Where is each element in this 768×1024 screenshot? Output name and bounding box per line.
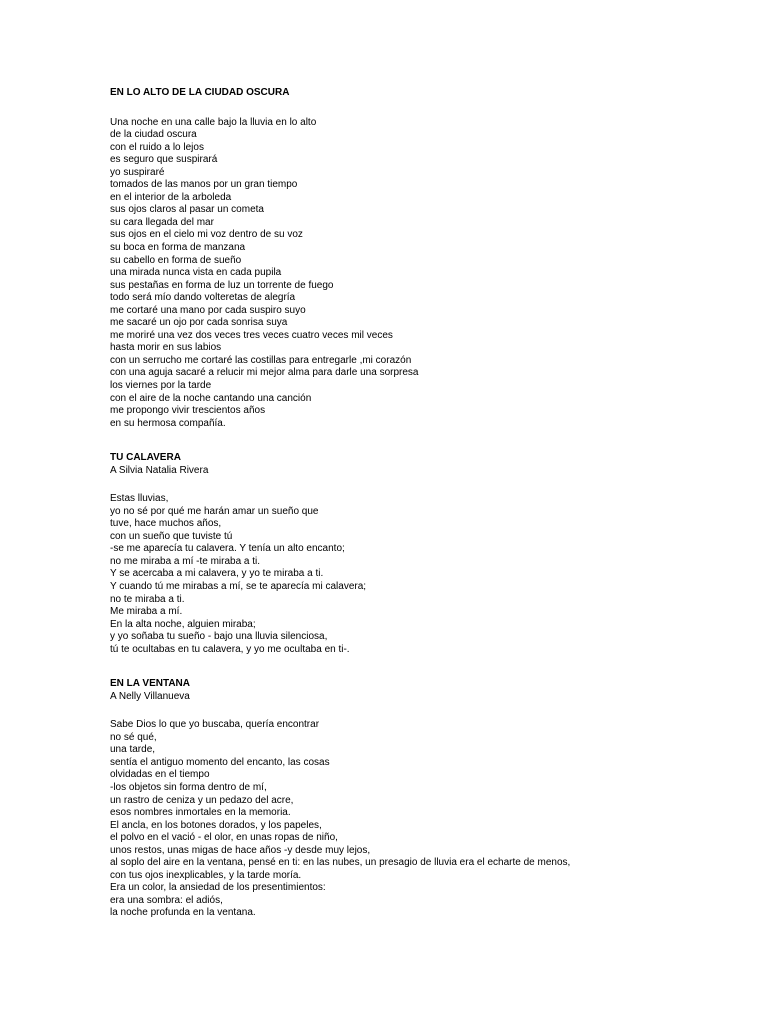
- poem-line: yo suspiraré: [110, 166, 165, 178]
- poem-line: en su hermosa compañía.: [110, 417, 226, 429]
- poem-line: sus ojos claros al pasar un cometa: [110, 204, 264, 216]
- poem-line: -se me aparecía tu calavera. Y tenía un alto encanto;: [110, 543, 345, 555]
- poem-dedication: A Nelly Villanueva: [110, 690, 190, 702]
- poem-line: me propongo vivir trescientos años: [110, 405, 266, 417]
- poem-line: esos nombres inmortales en la memoria.: [110, 807, 291, 819]
- poem-line: los viernes por la tarde: [110, 379, 212, 391]
- poem-line: El ancla, en los botones dorados, y los papeles,: [110, 819, 322, 831]
- poem-line: tomados de las manos por un gran tiempo: [110, 179, 298, 191]
- poem-lines: [110, 117, 750, 431]
- poem-line: sus pestañas en forma de luz un torrente de fuego: [110, 279, 334, 291]
- poem-line: el polvo en el vació - el olor, en unas ropas de niño,: [110, 832, 338, 844]
- poem-line: olvidadas en el tiempo: [110, 769, 210, 781]
- poem-line: Y se acercaba a mi calavera, y yo te miraba a ti.: [110, 568, 324, 580]
- poem-line: con tus ojos inexplicables, y la tarde moría.: [110, 869, 302, 881]
- poem-line: En la alta noche, alguien miraba;: [110, 618, 256, 630]
- poem-line: Estas lluvias,: [110, 493, 169, 505]
- poem-line: al soplo del aire en la ventana, pensé en ti: en las nubes, un presagio de lluvia era el echarte de menos,: [110, 857, 571, 869]
- poem-dedication: A Silvia Natalia Rivera: [110, 464, 209, 476]
- poem-line: Una noche en una calle bajo la lluvia en lo alto: [110, 116, 317, 128]
- poem-line: Me miraba a mí.: [110, 606, 183, 618]
- poem-line: unos restos, unas migas de hace años -y desde muy lejos,: [110, 844, 371, 856]
- poem-line: Sabe Dios lo que yo buscaba, quería encontrar: [110, 719, 320, 731]
- poem-line: me cortaré una mano por cada suspiro suyo: [110, 304, 306, 316]
- poem-line: todo será mío dando volteretas de alegría: [110, 292, 296, 304]
- poem-line: me sacaré un ojo por cada sonrisa suya: [110, 317, 288, 329]
- poem-section: [110, 678, 750, 920]
- poem-line: una tarde,: [110, 744, 156, 756]
- poem-line: era una sombra: el adiós,: [110, 894, 223, 906]
- poem-line: con un serrucho me cortaré las costillas para entregarle ,mi corazón: [110, 354, 412, 366]
- poem-line: no me miraba a mí -te miraba a ti.: [110, 555, 261, 567]
- poem-line: una mirada nunca vista en cada pupila: [110, 267, 282, 279]
- poem-title: EN LO ALTO DE LA CIUDAD OSCURA: [110, 87, 290, 98]
- poem-line: sentía el antiguo momento del encanto, las cosas: [110, 756, 330, 768]
- poem-line: me moriré una vez dos veces tres veces cuatro veces mil veces: [110, 329, 393, 341]
- poem-line: con el ruido a lo lejos: [110, 141, 204, 153]
- poem-line: con el aire de la noche cantando una canción: [110, 392, 312, 404]
- poem-line: con un sueño que tuviste tú: [110, 530, 233, 542]
- poem-line: un rastro de ceniza y un pedazo del acre,: [110, 794, 294, 806]
- poem-line: en el interior de la arboleda: [110, 191, 232, 203]
- poem-lines: [110, 493, 750, 656]
- poem-line: su boca en forma de manzana: [110, 241, 246, 253]
- poem-line: -los objetos sin forma dentro de mí,: [110, 782, 267, 794]
- poem-line: Y cuando tú me mirabas a mí, se te aparecía mi calavera;: [110, 581, 367, 592]
- poem-line: no sé qué,: [110, 731, 157, 743]
- poem-line: Era un color, la ansiedad de los presentimientos:: [110, 882, 326, 894]
- poem-line: no te miraba a ti.: [110, 593, 185, 605]
- poem-lines: [110, 719, 750, 920]
- document-page: [110, 87, 750, 920]
- poem-line: y yo soñaba tu sueño - bajo una lluvia silenciosa,: [110, 631, 328, 643]
- poem-line: tuve, hace muchos años,: [110, 518, 222, 530]
- poem-line: hasta morir en sus labios: [110, 342, 222, 354]
- poem-title: EN LA VENTANA: [110, 678, 190, 690]
- poem-title: TU CALAVERA: [110, 452, 181, 464]
- poem-line: su cabello en forma de sueño: [110, 254, 242, 266]
- poem-line: tú te ocultabas en tu calavera, y yo me ocultaba en ti-.: [110, 643, 350, 655]
- poem-line: con una aguja sacaré a relucir mi mejor alma para darle una sorpresa: [110, 367, 419, 379]
- poem-line: su cara llegada del mar: [110, 216, 214, 228]
- poem-line: de la ciudad oscura: [110, 129, 197, 141]
- poem-line: la noche profunda en la ventana.: [110, 907, 256, 919]
- poem-line: sus ojos en el cielo mi voz dentro de su voz: [110, 229, 303, 241]
- poem-line: yo no sé por qué me harán amar un sueño que: [110, 505, 319, 517]
- poem-line: es seguro que suspirará: [110, 154, 218, 166]
- poem-section: [110, 87, 750, 430]
- poem-section: [110, 452, 750, 656]
